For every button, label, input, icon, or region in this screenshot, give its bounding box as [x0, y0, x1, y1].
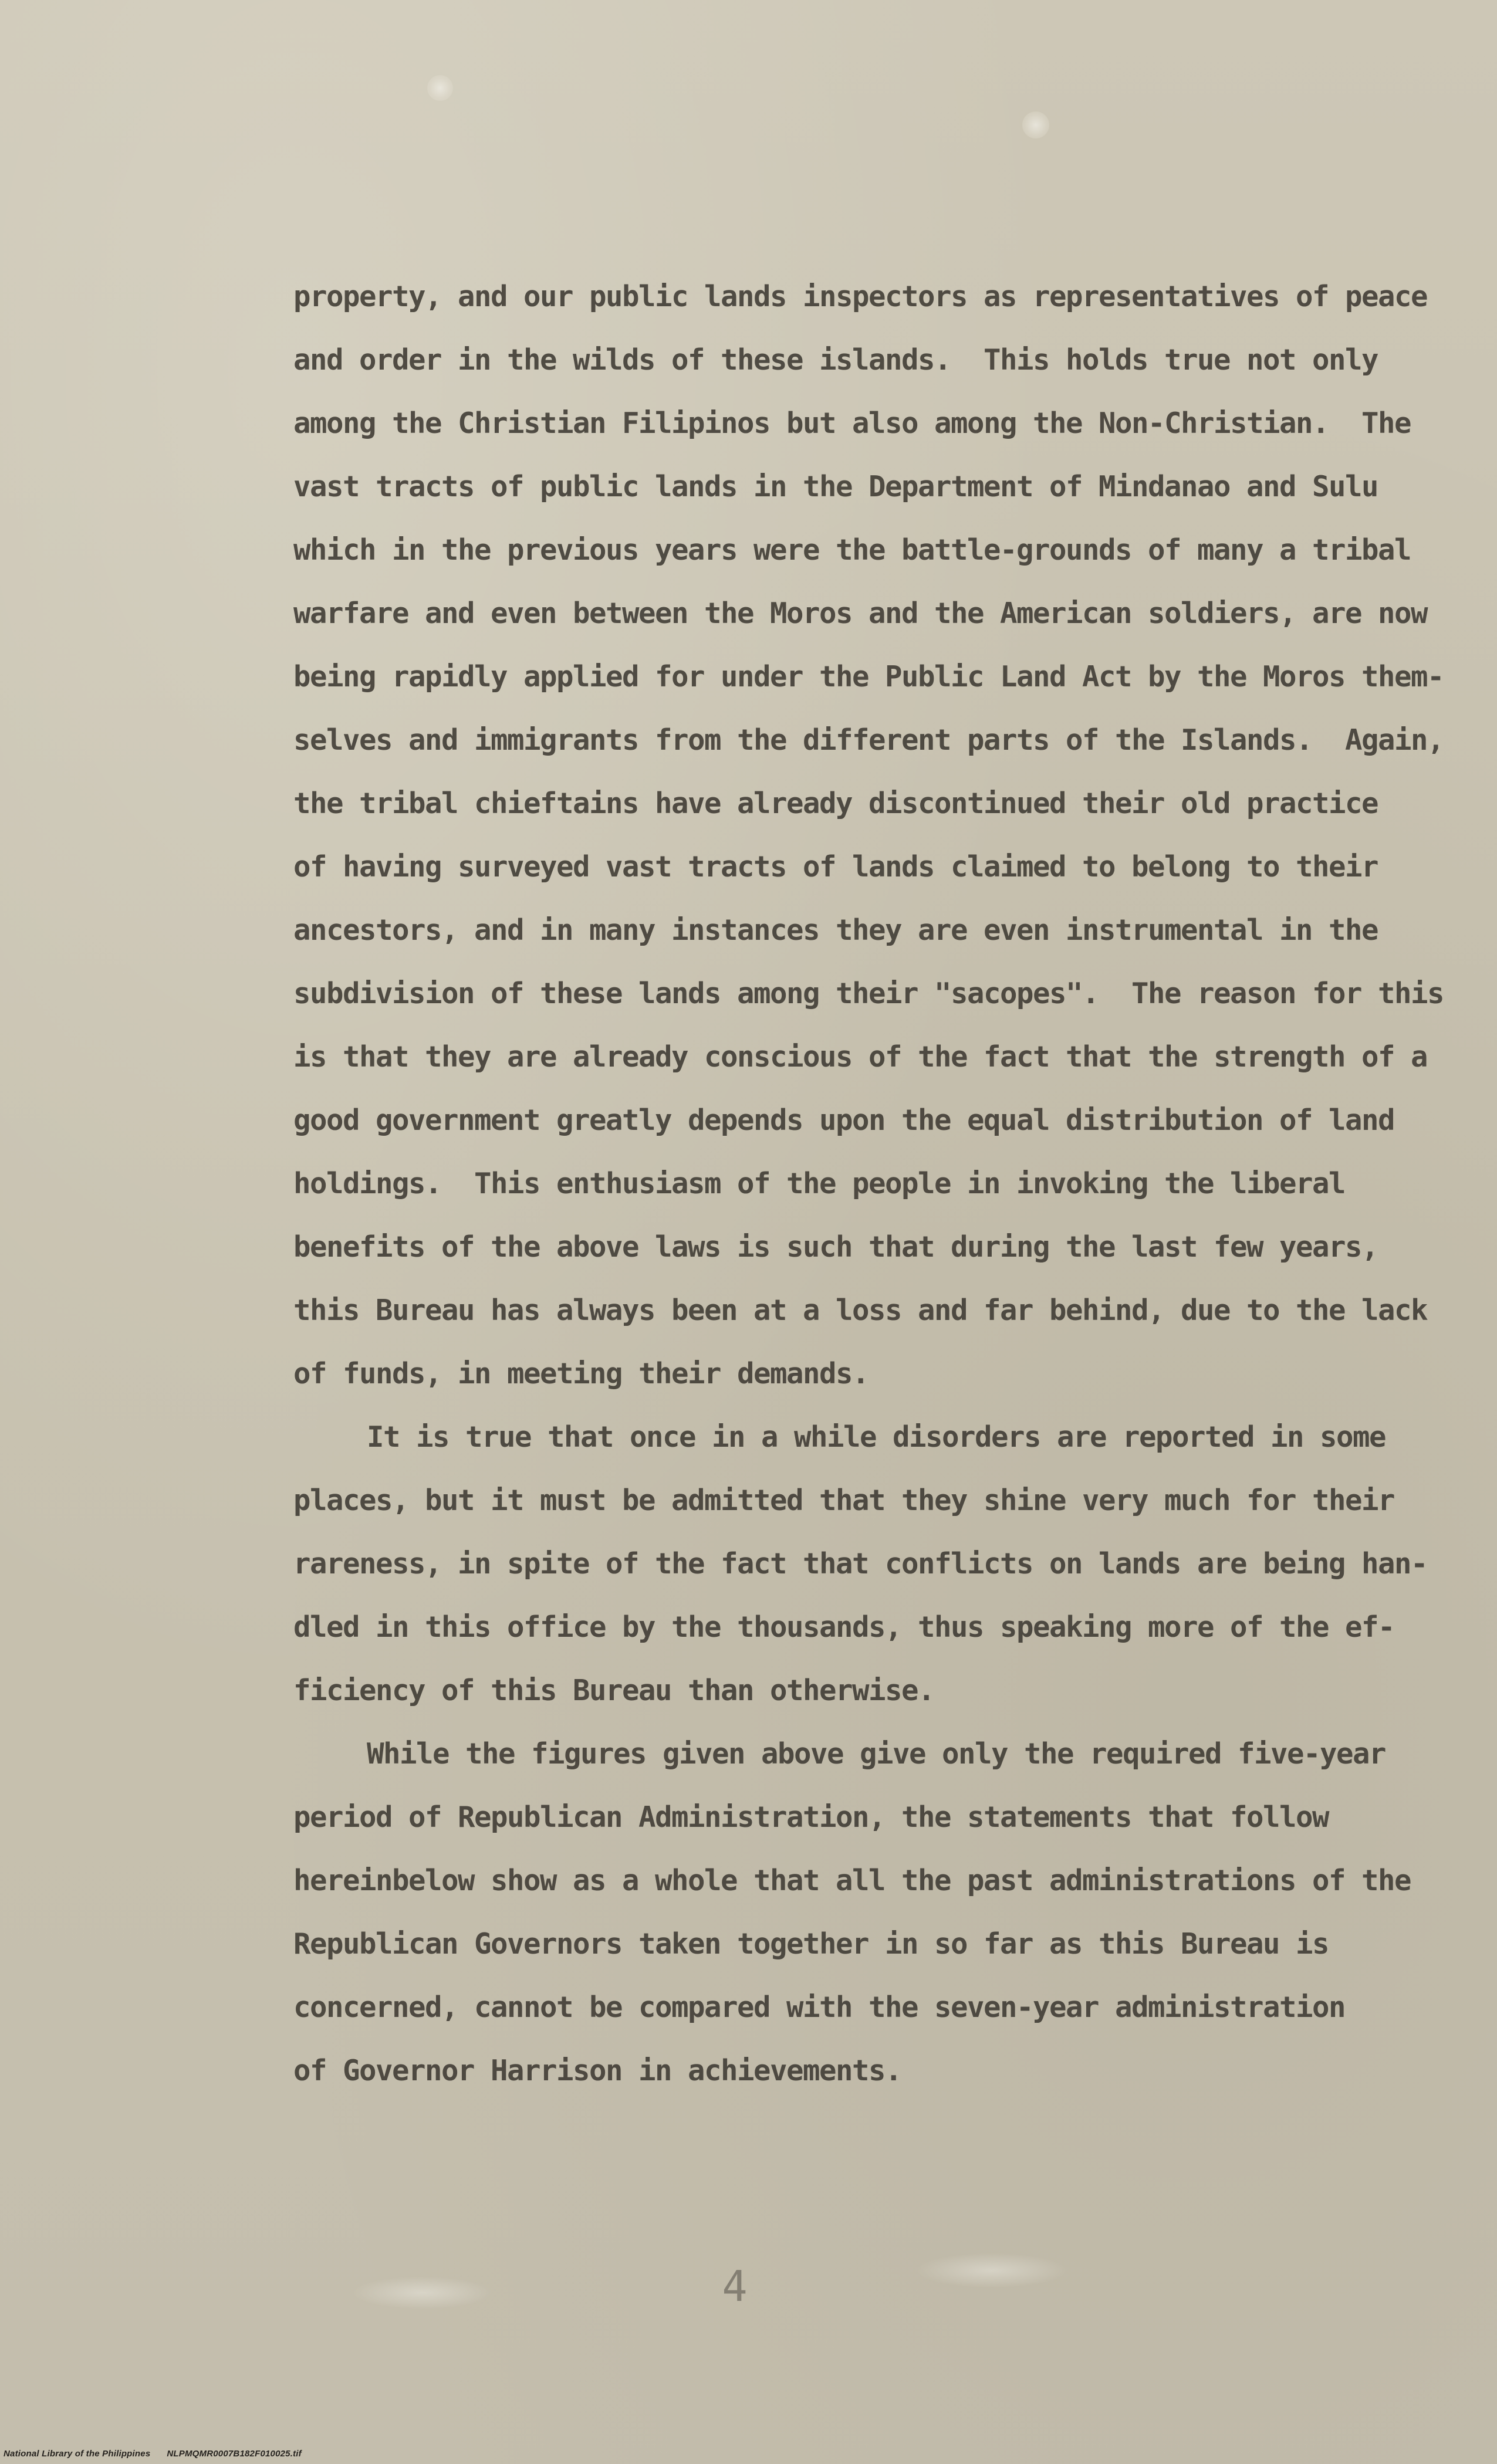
paper-smudge: [352, 2276, 493, 2309]
text-line: which in the previous years were the battle-grounds of many a tribal: [293, 533, 1411, 567]
paragraph-1: [293, 265, 1444, 1406]
paragraph-2: [293, 1406, 1428, 1722]
paper-smudge: [915, 2253, 1068, 2288]
text-line: good government greatly depends upon the equal distribution of land: [293, 1104, 1395, 1137]
text-line: warfare and even between the Moros and the American soldiers, are now: [293, 597, 1428, 630]
text-line: rareness, in spite of the fact that conflicts on lands are being han-: [293, 1547, 1428, 1580]
text-line: ficiency of this Bureau than otherwise.: [293, 1674, 935, 1707]
text-line: It is true that once in a while disorders are reported in some: [367, 1420, 1386, 1454]
text-line: among the Christian Filipinos but also among the Non-Christian. The: [293, 407, 1411, 440]
file-id: NLPMQMR0007B182F010025.tif: [167, 2449, 302, 2459]
text-line: concerned, cannot be compared with the seven-year administration: [293, 1991, 1346, 2024]
archive-footer: [4, 2449, 302, 2459]
text-line: subdivision of these lands among their "sacopes". The reason for this: [293, 977, 1444, 1010]
library-credit: National Library of the Philippines: [4, 2449, 151, 2459]
text-line: period of Republican Administration, the statements that follow: [293, 1800, 1329, 1834]
text-line: places, but it must be admitted that they shine very much for their: [293, 1484, 1395, 1517]
paragraph-3: [293, 1722, 1411, 2103]
text-line: vast tracts of public lands in the Department of Mindanao and Sulu: [293, 470, 1378, 503]
text-line: ancestors, and in many instances they are even instrumental in the: [293, 913, 1378, 947]
punch-hole-right: [1022, 111, 1049, 138]
text-line: property, and our public lands inspectors as representatives of peace: [293, 280, 1428, 313]
text-line: While the figures given above give only the required five-year: [367, 1737, 1386, 1771]
text-line: Republican Governors taken together in so far as this Bureau is: [293, 1927, 1329, 1961]
text-line: of having surveyed vast tracts of lands claimed to belong to their: [293, 850, 1378, 884]
text-line: and order in the wilds of these islands. This holds true not only: [293, 343, 1378, 377]
page-number: 4: [722, 2262, 748, 2311]
text-line: holdings. This enthusiasm of the people in invoking the liberal: [293, 1167, 1346, 1200]
text-line: is that they are already conscious of the fact that the strength of a: [293, 1040, 1428, 1074]
text-line: this Bureau has always been at a loss and far behind, due to the lack: [293, 1294, 1428, 1327]
text-line: the tribal chieftains have already discontinued their old practice: [293, 787, 1378, 820]
text-line: of Governor Harrison in achievements.: [293, 2054, 902, 2087]
text-line: of funds, in meeting their demands.: [293, 1357, 869, 1390]
punch-hole-left: [427, 75, 453, 101]
text-line: dled in this office by the thousands, thus speaking more of the ef-: [293, 1610, 1395, 1644]
text-line: being rapidly applied for under the Public Land Act by the Moros them-: [293, 660, 1444, 693]
text-line: hereinbelow show as a whole that all the past administrations of the: [293, 1864, 1411, 1897]
text-line: selves and immigrants from the different parts of the Islands. Again,: [293, 723, 1444, 757]
text-line: benefits of the above laws is such that during the last few years,: [293, 1230, 1378, 1264]
document-body: [293, 265, 1444, 2103]
